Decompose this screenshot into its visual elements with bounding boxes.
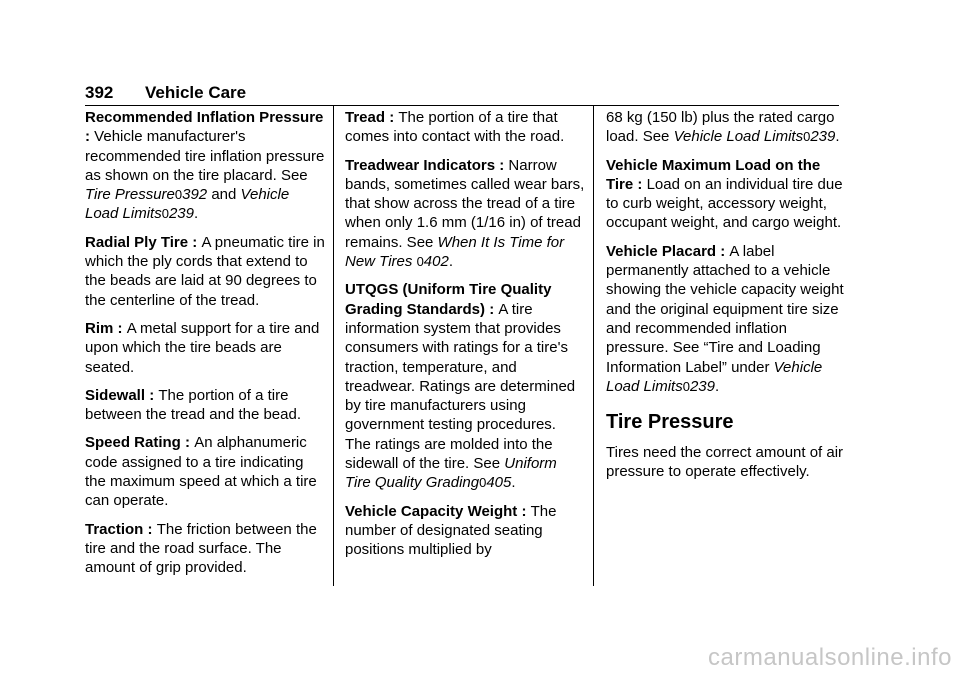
- page-header: [85, 83, 839, 106]
- cross-reference-link[interactable]: Tire Pressure: [85, 186, 175, 204]
- term-label: Recommended Inflation Pressure: [85, 109, 324, 126]
- page-reference[interactable]: 239: [689, 377, 715, 395]
- definition-text: 68 kg (150 lb) plus the rated cargo load. See: [606, 109, 835, 146]
- term-label: Traction: [85, 520, 144, 538]
- glossary-entry: Vehicle Maximum Load on the Tire : Load on an individual tire due to curb weight, accessory weight, occupant weight, and cargo weight.: [606, 156, 843, 232]
- definition-text: The friction between the tire and the road surface. The amount of grip provided.: [85, 520, 317, 577]
- cross-reference-link[interactable]: When It Is Time for New Tires: [345, 233, 565, 271]
- page-reference[interactable]: 392: [182, 186, 208, 204]
- definition-text: A metal support for a tire and upon which the tire beads are seated.: [85, 319, 320, 376]
- page-arrow-icon: 0: [174, 187, 183, 203]
- column-divider: [333, 106, 334, 586]
- definition-text: Vehicle manufacturer's recommended tire inflation pressure as shown on the tire placard. See: [85, 128, 325, 184]
- page-arrow-icon: 0: [682, 378, 690, 394]
- term-label: Tread: [345, 109, 386, 126]
- cross-reference-link[interactable]: Vehicle Load Limits: [85, 186, 290, 223]
- definition-text: The portion of a tire that comes into contact with the road.: [345, 109, 565, 146]
- glossary-entry: Sidewall : The portion of a tire between the tread and the bead.: [85, 386, 302, 424]
- page-arrow-icon: 0: [416, 254, 424, 270]
- cross-reference-link[interactable]: Vehicle Load Limits: [606, 358, 823, 395]
- glossary-entry: Rim : A metal support for a tire and upon which the tire beads are seated.: [85, 319, 320, 376]
- glossary-entry: Recommended Inflation Pressure : Vehicle manufacturer's recommended tire inflation pressure as shown on the tire placard. See Tire Pressure0392 and Vehicle Load Limits0239.: [85, 109, 325, 223]
- term-label: UTQGS (Uniform Tire Quality Grading Standards): [345, 281, 552, 318]
- page-title: Vehicle Care: [145, 83, 247, 102]
- page-reference[interactable]: 402: [423, 253, 449, 271]
- definition-text: A label permanently attached to a vehicle showing the vehicle capacity weight and the original equipment tire size and recommended inflation pressure. See “Tire and Loading Information Label” under: [606, 242, 844, 376]
- page-reference[interactable]: 239: [168, 205, 194, 223]
- glossary-entry: Vehicle Placard : A label permanently attached to a vehicle showing the vehicle capacity weight and the original equipment tire size and recommended inflation pressure. See “Tire and Loading Information Label” under Vehicle Load Limits0239.: [606, 242, 844, 395]
- watermark: carmanualsonline.info: [708, 644, 952, 671]
- column-3: [606, 108, 846, 491]
- glossary-entry: Tread : The portion of a tire that comes into contact with the road.: [345, 109, 565, 146]
- page-arrow-icon: 0: [161, 206, 169, 222]
- column-1: [85, 108, 325, 587]
- term-label: Vehicle Placard: [606, 242, 717, 260]
- cross-reference-link[interactable]: Vehicle Load Limits: [673, 128, 804, 146]
- glossary-entry: Radial Ply Tire : A pneumatic tire in which the ply cords that extend to the beads are laid at 90 degrees to the centerline of the tread.: [85, 233, 325, 309]
- term-label: Sidewall: [85, 386, 146, 404]
- column-divider: [593, 106, 594, 586]
- glossary-entry: Treadwear Indicators : Narrow bands, sometimes called wear bars, that show across the tread of a tire when only 1.6 mm (1/16 in) of tread remains. See When It Is Time for New Tires 0402.: [345, 156, 585, 271]
- glossary-entry: UTQGS (Uniform Tire Quality Grading Standards) : A tire information system that provides consumers with ratings for a tire's traction, temperature, and treadwear. Ratings are determined by tire manufacturers using government testing procedures. The ratings are molded into the sidewall of the tire. See Uniform Tire Quality Grading0405.: [345, 281, 576, 492]
- page-arrow-icon: 0: [803, 129, 811, 145]
- page-reference[interactable]: 405: [486, 474, 512, 492]
- section-heading: Tire Pressure: [606, 411, 734, 434]
- definition-text: A pneumatic tire in which the ply cords that extend to the beads are laid at 90 degrees to the centerline of the tread.: [85, 233, 325, 309]
- definition-text: The portion of a tire between the tread and the bead.: [85, 386, 302, 424]
- term-label: Treadwear Indicators: [345, 156, 496, 174]
- column-2: [345, 108, 585, 569]
- definition-text: The number of designated seating positions multiplied by: [345, 502, 557, 559]
- term-label: Rim: [85, 319, 114, 337]
- glossary-entry-continued: 68 kg (150 lb) plus the rated cargo load. See Vehicle Load Limits0239.: [606, 109, 840, 146]
- page-number: 392: [85, 83, 114, 102]
- definition-text: Narrow bands, sometimes called wear bars, that show across the tread of a tire when only 1.6 mm (1/16 in) of tread remains. See: [345, 156, 585, 251]
- term-label: Vehicle Maximum Load on the Tire: [606, 156, 821, 193]
- definition-text: A tire information system that provides consumers with ratings for a tire's traction, temperature, and treadwear. Ratings are determined by tire manufacturers using government testing procedures. The ratings are molded into the sidewall of the tire. See: [345, 300, 576, 473]
- page-reference[interactable]: 239: [810, 128, 836, 146]
- glossary-entry: Speed Rating : An alphanumeric code assigned to a tire indicating the maximum speed at which a tire can operate.: [85, 434, 317, 510]
- cross-reference-link[interactable]: Uniform Tire Quality Grading: [345, 455, 557, 492]
- glossary-entry: Traction : The friction between the tire and the road surface. The amount of grip provided.: [85, 520, 317, 577]
- page-arrow-icon: 0: [479, 475, 487, 491]
- definition-text: Load on an individual tire due to curb weight, accessory weight, occupant weight, and cargo weight.: [606, 175, 843, 232]
- glossary-entry: Vehicle Capacity Weight : The number of designated seating positions multiplied by: [345, 502, 557, 559]
- term-label: Speed Rating: [85, 434, 181, 452]
- term-label: Vehicle Capacity Weight: [345, 502, 518, 520]
- term-label: Radial Ply Tire: [85, 233, 189, 251]
- section-body: Tires need the correct amount of air pressure to operate effectively.: [606, 444, 844, 481]
- definition-text: An alphanumeric code assigned to a tire indicating the maximum speed at which a tire can operate.: [85, 434, 317, 510]
